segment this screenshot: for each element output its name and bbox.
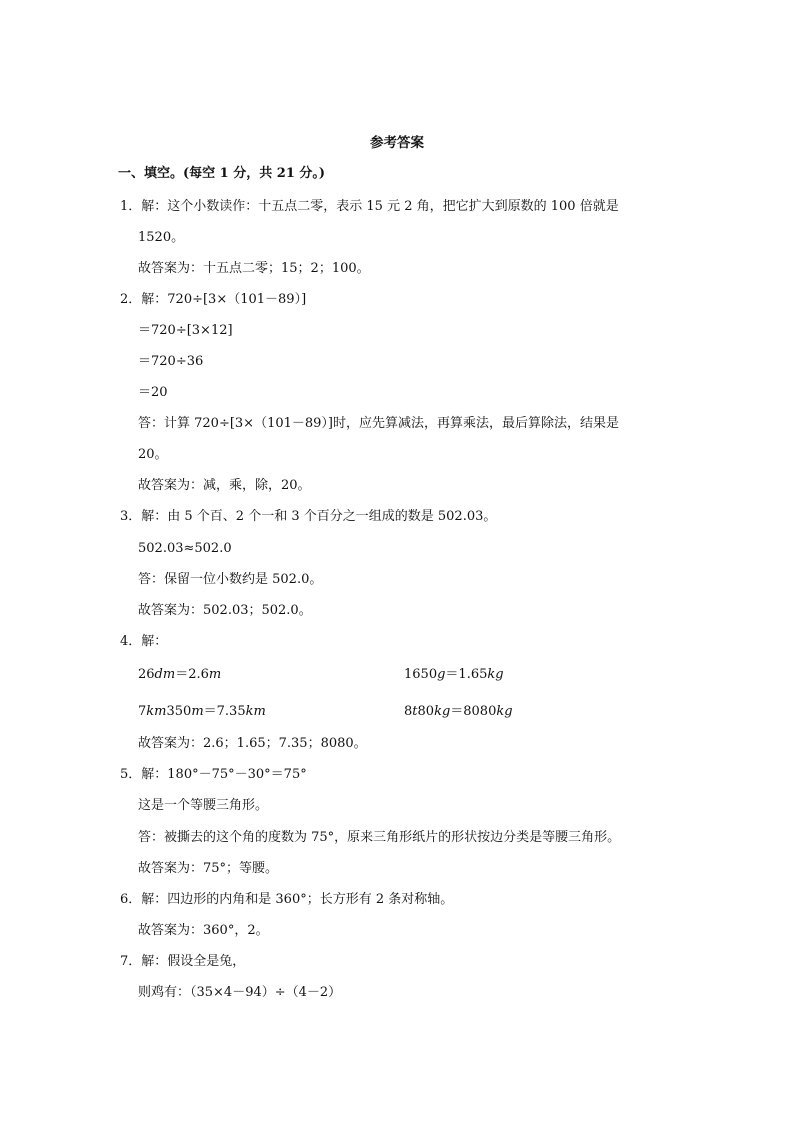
value: ＝7.35 [203,704,246,719]
unit: m [208,667,222,682]
q4-conversion-1 [138,666,221,684]
value: 26 [138,667,155,682]
value: 1650 [404,667,438,682]
q2-step2: ＝720÷36 [138,354,204,369]
unit: kg [434,704,451,719]
q3-approx: 502.03≈502.0 [138,541,232,556]
q5-explain: 答：被撕去的这个角的度数为 75°，原来三角形纸片的形状按边分类是等腰三角形。 [138,830,621,845]
q5-line1: 5．解：180°－75°－30°＝75° [120,767,307,782]
value: 350 [166,704,192,719]
q1-line1: 1．解：这个小数读作：十五点二零，表示 15 元 2 角，把它扩大到原数的 100 倍就是 [120,199,619,214]
q6-answer: 故答案为：360°，2。 [138,923,269,938]
q3-explain: 答：保留一位小数约是 502.0。 [138,572,323,587]
unit: m [191,704,204,719]
q2-answer: 故答案为：减，乘，除，20。 [138,478,311,493]
q4-conversion-3 [138,703,266,721]
unit: g [437,667,446,682]
page-title: 参考答案 [370,135,424,151]
q2-explain1: 答：计算 720÷[3×（101－89）]时，应先算减法，再算乘法，最后算除法，结果是 [138,416,620,431]
value: ＝1.65 [445,667,488,682]
unit: km [146,704,167,719]
value: ＝8080 [450,704,497,719]
q1-answer: 故答案为：十五点二零；15；2；100。 [138,261,370,276]
q6-line1: 6．解：四边形的内角和是 360°；长方形有 2 条对称轴。 [120,892,454,907]
q4-conversion-4 [404,703,513,721]
q4-conversion-2 [404,666,504,684]
q2-step3: ＝20 [138,385,168,400]
q5-line2: 这是一个等腰三角形。 [138,798,269,813]
q7-line2: 则鸡有：（35×4－94）÷（4－2） [138,985,342,1000]
q2-explain2: 20。 [138,447,168,462]
unit: t [412,704,418,719]
section-heading: 一、填空。(每空 1 分，共 21 分。) [118,166,326,181]
q3-line1: 3．解：由 5 个百、2 个一和 3 个百分之一组成的数是 502.03。 [120,509,497,524]
q7-line1: 7．解：假设全是兔， [120,954,246,969]
q5-answer: 故答案为：75°；等腰。 [138,861,279,876]
q4-label: 4．解： [120,634,168,649]
q1-line2: 1520。 [138,230,185,245]
value: 8 [404,704,413,719]
unit: kg [487,667,504,682]
unit: kg [496,704,513,719]
unit: dm [154,667,176,682]
unit: km [245,704,266,719]
value: ＝2.6 [175,667,209,682]
value: 80 [417,704,435,719]
value: 7 [138,704,147,719]
q2-line1: 2．解：720÷[3×（101－89）] [120,292,307,307]
q3-answer: 故答案为：502.03；502.0。 [138,603,312,618]
q2-step1: ＝720÷[3×12] [138,323,233,338]
q4-answer: 故答案为：2.6；1.65；7.35；8080。 [138,736,367,751]
